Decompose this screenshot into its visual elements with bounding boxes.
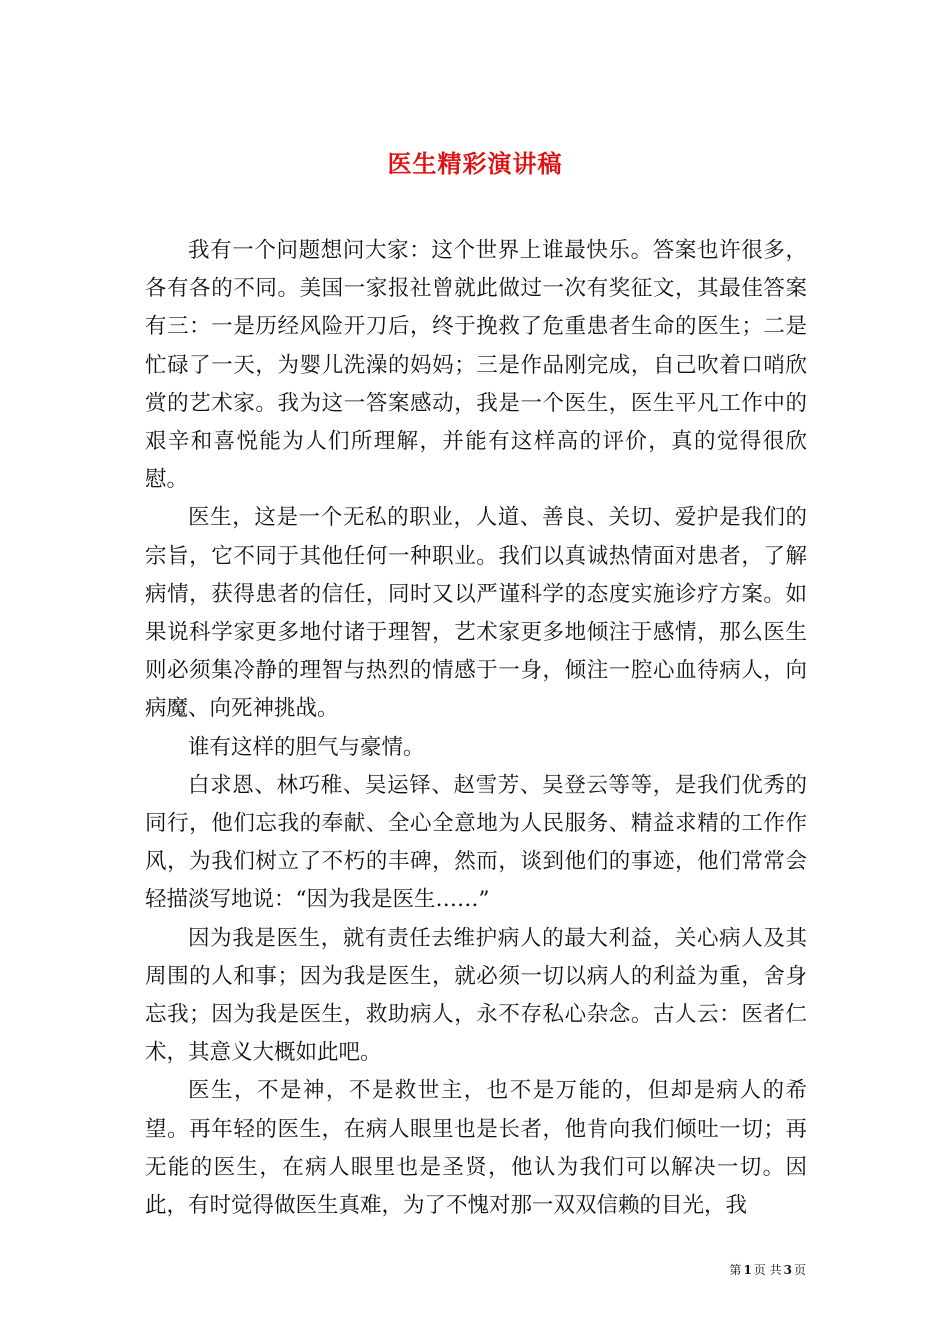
- footer-middle: 页 共: [753, 1263, 782, 1277]
- paragraph-1: 我有一个问题想问大家：这个世界上谁最快乐。答案也许很多，各有各的不同。美国一家报社曾就此做过一次有奖征文，其最佳答案有三：一是历经风险开刀后，终于挽救了危重患者生命的医生；二是忙碌了一天，为婴儿洗澡的妈妈；三是作品刚完成，自己吹着口哨欣赏的艺术家。我为这一答案感动，我是一个医生，医生平凡工作中的艰辛和喜悦能为人们所理解，并能有这样高的评价，真的觉得很欣慰。: [145, 238, 807, 493]
- footer-prefix: 第: [729, 1263, 742, 1277]
- document-title: 医生精彩演讲稿: [387, 149, 563, 179]
- paragraph-2: 医生，这是一个无私的职业，人道、善良、关切、爱护是我们的宗旨，它不同于其他任何一种职业。我们以真诚热情面对患者，了解病情，获得患者的信任，同时又以严谨科学的态度实施诊疗方案。如果说科学家更多地付诸于理智，艺术家更多地倾注于感情，那么医生则必须集冷静的理智与热烈的情感于一身，倾注一腔心血待病人，向病魔、向死神挑战。: [145, 505, 807, 722]
- paragraph-4: 白求恩、林巧稚、吴运铎、赵雪芳、吴登云等等，是我们优秀的同行，他们忘我的奉献、全心全意地为人民服务、精益求精的工作作风，为我们树立了不朽的丰碑，然而，谈到他们的事迹，他们常常会轻描淡写地说：“因为我是医生……”: [145, 772, 807, 913]
- footer-current-page: 1: [743, 1263, 752, 1277]
- document-body: [145, 232, 807, 1225]
- footer-suffix: 页: [793, 1263, 806, 1277]
- footer-total-pages: 3: [783, 1263, 792, 1277]
- paragraph-6: 医生，不是神，不是救世主，也不是万能的，但却是病人的希望。再年轻的医生，在病人眼里也是长者，他肯向我们倾吐一切；再无能的医生，在病人眼里也是圣贤，他认为我们可以解决一切。因此，有时觉得做医生真难，为了不愧对那一双双信赖的目光，我: [145, 1078, 807, 1219]
- paragraph-5: 因为我是医生，就有责任去维护病人的最大利益，关心病人及其周围的人和事；因为我是医生，就必须一切以病人的利益为重，舍身忘我；因为我是医生，救助病人，永不存私心杂念。古人云：医者仁术，其意义大概如此吧。: [145, 925, 807, 1066]
- paragraph-3: 谁有这样的胆气与豪情。: [188, 734, 425, 760]
- page-number-footer: [0, 1262, 806, 1278]
